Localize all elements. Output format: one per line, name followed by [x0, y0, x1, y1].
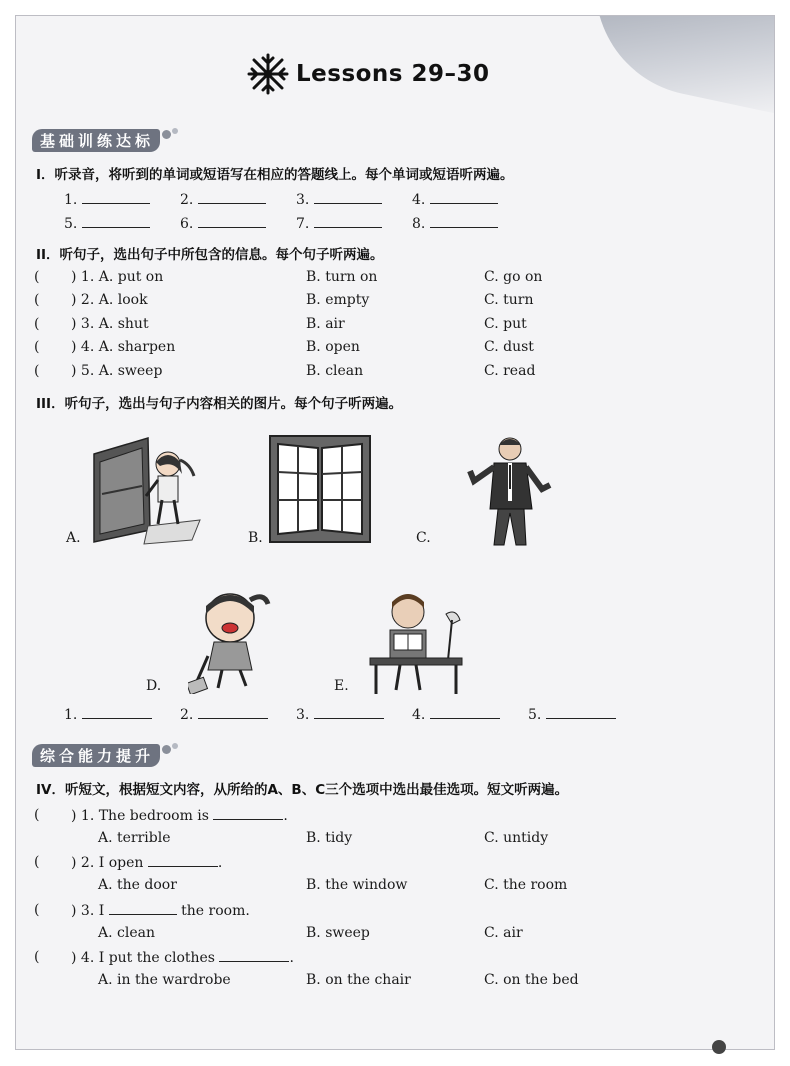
p4-q2-a: A. the door: [98, 877, 177, 893]
p1-item-8: 8.: [412, 215, 498, 232]
p2-row-1-a: ) 1. A. put on: [71, 269, 164, 285]
p2-row-4-c: C. dust: [484, 339, 534, 355]
p3-answer-4: 4.: [412, 706, 500, 723]
bubble-decoration-small: [172, 743, 178, 749]
p2-row-1-c: C. go on: [484, 269, 543, 285]
snowflake-icon: [246, 52, 290, 96]
section-banner-advanced: [32, 744, 178, 766]
p1-item-2: 2.: [180, 191, 266, 208]
p2-row-3-paren: (: [34, 316, 40, 332]
banner-label: 综合能力提升: [32, 744, 160, 767]
p4-q2-c: C. the room: [484, 877, 568, 893]
p2-row-2-b: B. empty: [306, 292, 370, 308]
picture-d-girl-sweeping: [188, 584, 278, 694]
p2-row-5-c: C. read: [484, 363, 536, 379]
p2-row-3-a: ) 3. A. shut: [71, 316, 149, 332]
bubble-decoration: [162, 745, 171, 754]
p3-answer-2: 2.: [180, 706, 268, 723]
p4-q3-a: A. clean: [98, 925, 155, 941]
p3-answer-3: 3.: [296, 706, 384, 723]
p2-row-2-paren: (: [34, 292, 40, 308]
p4-q3-b: B. sweep: [306, 925, 370, 941]
picture-c-label: C.: [416, 530, 431, 546]
p2-row-5-paren: (: [34, 363, 40, 379]
p2-row-3-b: B. air: [306, 316, 345, 332]
p2-row-5-a: ) 5. A. sweep: [71, 363, 163, 379]
p2-row-5-b: B. clean: [306, 363, 364, 379]
picture-d-label: D.: [146, 678, 162, 694]
p3-answer-5: 5.: [528, 706, 616, 723]
page-corner-marker: [712, 1040, 726, 1054]
p4-q4: ) 4. I put the clothes .: [71, 950, 294, 966]
p4-q2-b: B. the window: [306, 877, 408, 893]
p1-item-7: 7.: [296, 215, 382, 232]
part4-instruction: IV．听短文，根据短文内容，从所给的A、B、C三个选项中选出最佳选项。短文听两遍。: [36, 782, 569, 798]
p2-row-3-c: C. put: [484, 316, 527, 332]
picture-a-label: A.: [66, 530, 81, 546]
p1-item-1: 1.: [64, 191, 150, 208]
lesson-title: [246, 52, 490, 96]
p4-q4-b: B. on the chair: [306, 972, 411, 988]
p2-row-1-paren: (: [34, 269, 40, 285]
picture-a-girl-wardrobe: [88, 434, 208, 546]
p3-answer-1: 1.: [64, 706, 152, 723]
p4-q2-paren: (: [34, 854, 40, 870]
title-text: Lessons 29–30: [296, 61, 490, 87]
banner-label: 基础训练达标: [32, 129, 160, 152]
p2-row-4-paren: (: [34, 339, 40, 355]
bubble-decoration: [162, 130, 171, 139]
p1-item-3: 3.: [296, 191, 382, 208]
picture-e-label: E.: [334, 678, 349, 694]
part2-instruction: II．听句子，选出句子中所包含的信息。每个句子听两遍。: [36, 247, 384, 263]
page-corner-decoration: [575, 15, 775, 119]
picture-c-man: [466, 431, 556, 551]
p1-item-6: 6.: [180, 215, 266, 232]
p4-q1-c: C. untidy: [484, 830, 549, 846]
p2-row-4-a: ) 4. A. sharpen: [71, 339, 176, 355]
picture-e-boy-reading: [364, 586, 468, 696]
p4-q1-a: A. terrible: [98, 830, 171, 846]
picture-b-label: B.: [248, 530, 263, 546]
part3-instruction: III．听句子，选出与句子内容相关的图片。每个句子听两遍。: [36, 396, 403, 412]
picture-b-window: [268, 434, 372, 544]
p4-q3: ) 3. I the room.: [71, 903, 250, 919]
p2-row-4-b: B. open: [306, 339, 360, 355]
p2-row-2-a: ) 2. A. look: [71, 292, 148, 308]
p4-q3-c: C. air: [484, 925, 523, 941]
section-banner-basic: [32, 129, 178, 151]
part1-instruction: I．听录音，将听到的单词或短语写在相应的答题线上。每个单词或短语听两遍。: [36, 167, 514, 183]
p4-q4-a: A. in the wardrobe: [98, 972, 231, 988]
p4-q4-paren: (: [34, 949, 40, 965]
p4-q1-b: B. tidy: [306, 830, 353, 846]
p1-item-4: 4.: [412, 191, 498, 208]
p2-row-2-c: C. turn: [484, 292, 534, 308]
p2-row-1-b: B. turn on: [306, 269, 378, 285]
bubble-decoration-small: [172, 128, 178, 134]
p4-q1: ) 1. The bedroom is .: [71, 808, 288, 824]
p4-q3-paren: (: [34, 902, 40, 918]
worksheet-page: [15, 15, 775, 1050]
p4-q1-paren: (: [34, 807, 40, 823]
p4-q2: ) 2. I open .: [71, 855, 223, 871]
p4-q4-c: C. on the bed: [484, 972, 579, 988]
p1-item-5: 5.: [64, 215, 150, 232]
